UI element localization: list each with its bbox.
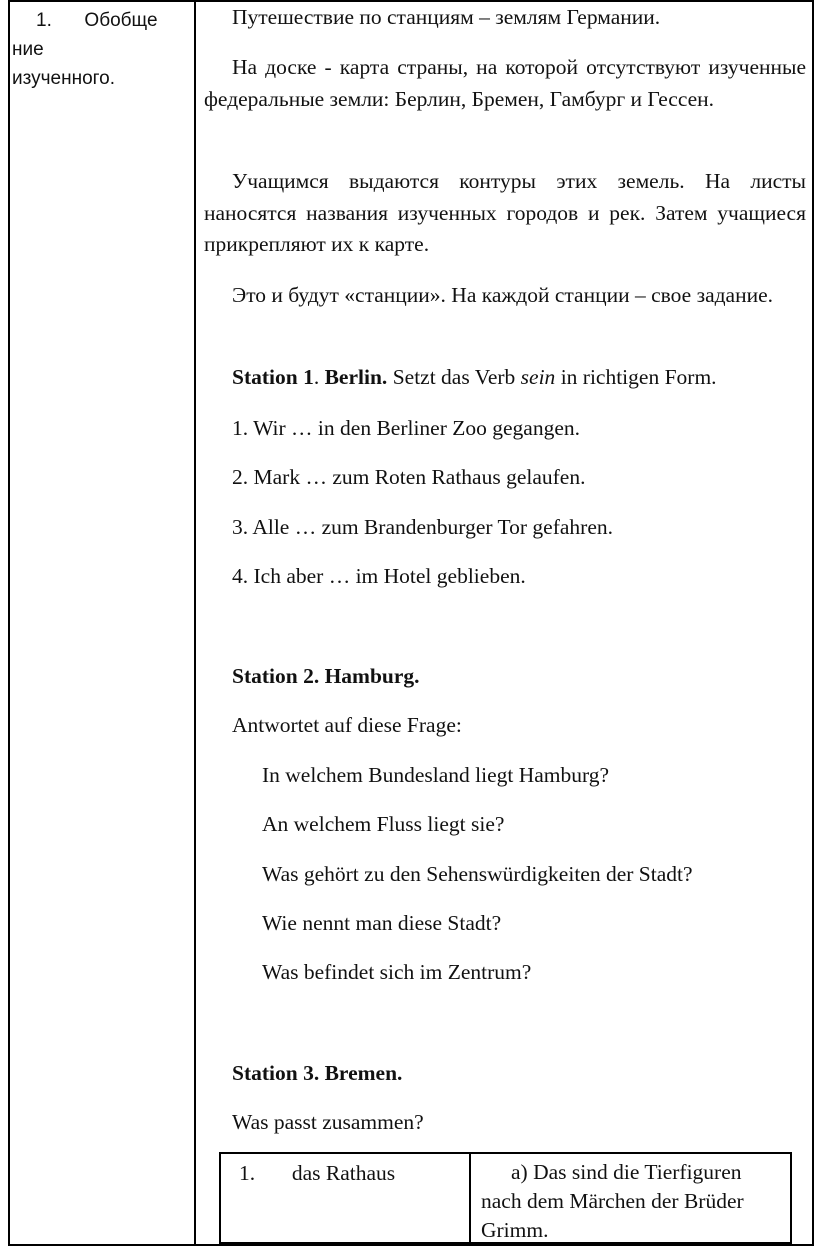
- station1-heading: Station 1. Berlin. Setzt das Verb sein in richtigen Form.: [232, 365, 717, 389]
- row-number: 1.: [36, 10, 52, 31]
- matching-table-right-border: [790, 1152, 792, 1246]
- matching-left-cell: [239, 1158, 395, 1188]
- lesson-title: Путешествие по станциям – землям Германии.: [232, 5, 661, 29]
- station2-question: Was befindet sich im Zentrum?: [262, 960, 532, 984]
- paragraph-stations: Это и будут «станции». На каждой станции – свое задание.: [232, 283, 774, 307]
- station1-label: Station 1: [232, 365, 314, 389]
- station1-item: 4. Ich aber … im Hotel geblieben.: [232, 564, 526, 588]
- matching-right-text: Das sind die Tierfiguren nach dem Märchen der Brüder Grimm.: [481, 1160, 744, 1242]
- row-label-part3: изученного.: [12, 68, 115, 89]
- station1-item: 1. Wir … in den Berliner Zoo gegangen.: [232, 416, 581, 440]
- row-label-cell: [12, 6, 187, 93]
- station2-question: An welchem Fluss liegt sie?: [262, 812, 505, 836]
- row-label-part1: Обобще: [84, 10, 158, 31]
- table-right-border: [812, 0, 814, 1246]
- matching-left-text: das Rathaus: [291, 1161, 396, 1185]
- station1-instruction-post: in richtigen Form.: [560, 365, 717, 389]
- station2-heading: Station 2. Hamburg.: [232, 664, 420, 688]
- station1-city: Berlin.: [324, 365, 388, 389]
- station2-question: Was gehört zu den Sehenswürdigkeiten der Stadt?: [262, 862, 693, 886]
- paragraph-contours: Учащимся выдаются контуры этих земель. На листы наносятся названия изученных городов и рек. Затем учащиеся прикрепляют их к карте.: [204, 169, 806, 256]
- station2-question: Wie nennt man diese Stadt?: [262, 911, 502, 935]
- matching-right-cell: [481, 1158, 781, 1245]
- matching-left-number: 1.: [239, 1161, 256, 1185]
- table-column-divider: [194, 0, 196, 1246]
- station1-item: 3. Alle … zum Brandenburger Tor gefahren.: [232, 515, 614, 539]
- station1-item: 2. Mark … zum Roten Rathaus gelaufen.: [232, 465, 586, 489]
- row-label-part2: ние: [12, 39, 44, 60]
- paragraph-map: На доске - карта страны, на которой отсутствуют изученные федеральные земли: Берлин, Бремен, Гамбург и Гессен.: [204, 55, 806, 111]
- station2-prompt: Antwortet auf diese Frage:: [232, 713, 462, 737]
- matching-table-divider: [469, 1152, 471, 1246]
- matching-table: [219, 1152, 792, 1246]
- matching-table-top-border: [219, 1152, 792, 1154]
- station2-question: In welchem Bundesland liegt Hamburg?: [262, 763, 610, 787]
- station3-heading: Station 3. Bremen.: [232, 1061, 403, 1085]
- matching-right-label: a): [511, 1160, 528, 1184]
- matching-table-left-border: [219, 1152, 221, 1246]
- station3-prompt: Was passt zusammen?: [232, 1110, 424, 1134]
- table-left-border: [8, 0, 10, 1246]
- station1-instruction-pre: Setzt das Verb: [392, 365, 516, 389]
- station1-instruction-verb: sein: [520, 365, 556, 389]
